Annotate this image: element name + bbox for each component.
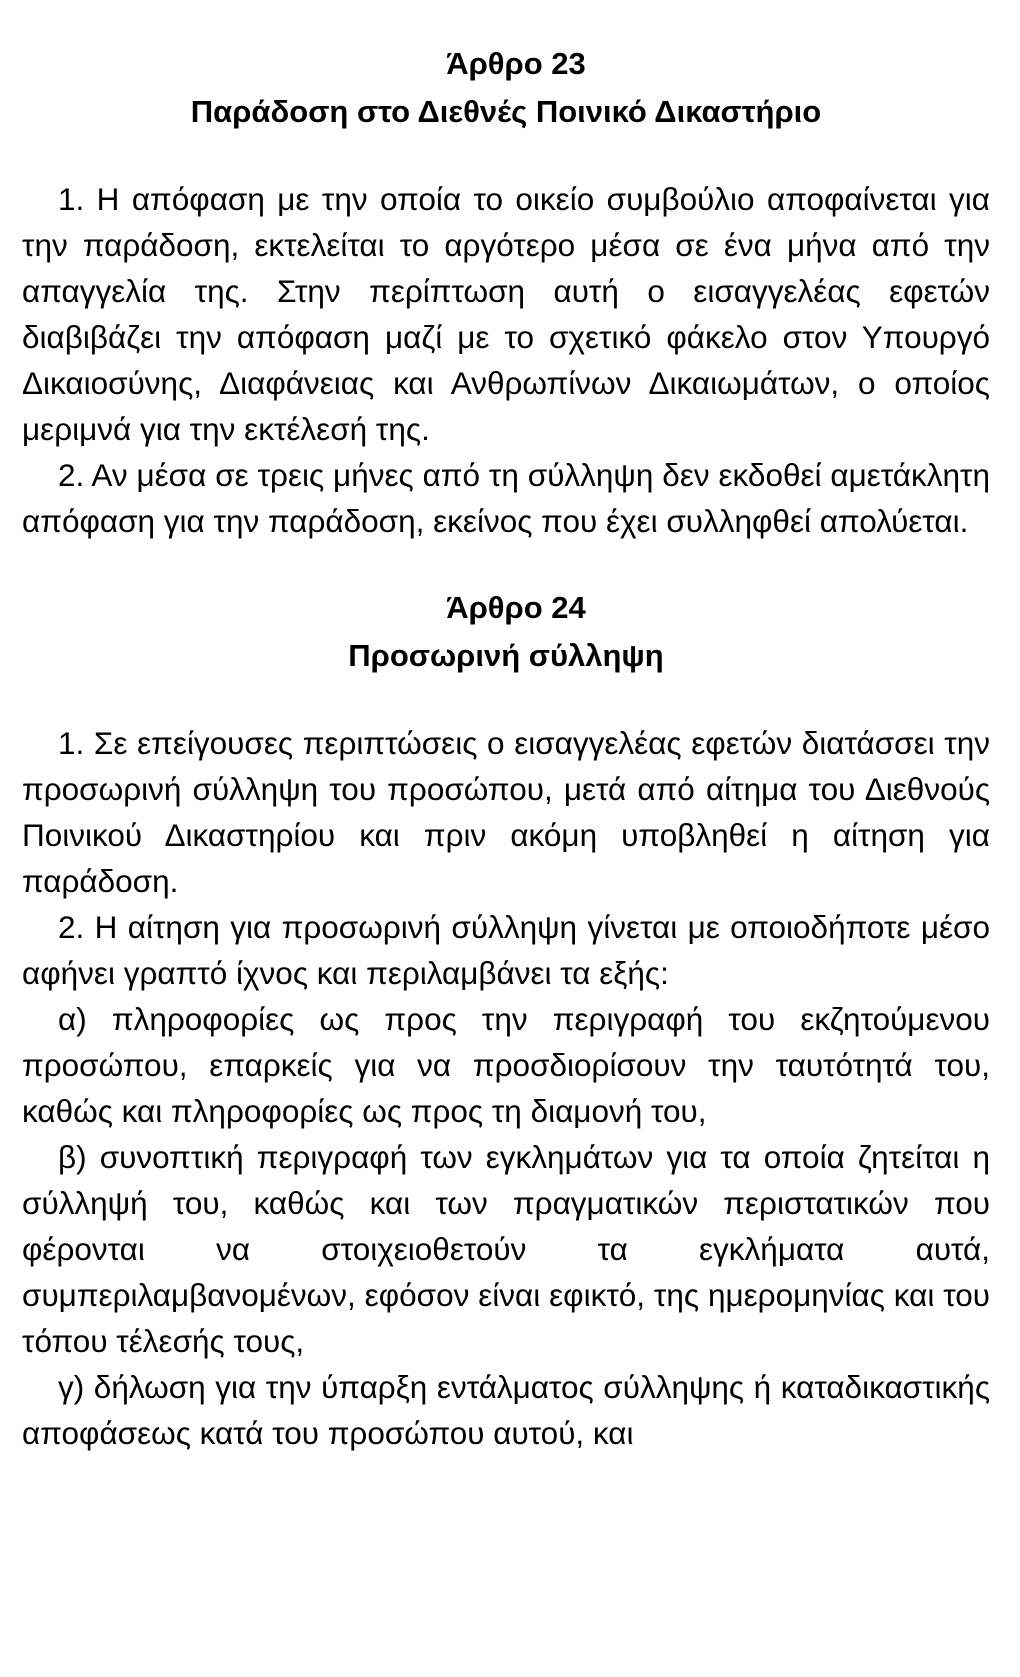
list-item: α) πληροφορίες ως προς την περιγραφή του εκζητούμενου προσώπου, επαρκείς για να προσδιορίσουν την ταυτότητά του, καθώς και πληροφορίες ως προς τη διαμονή του, bbox=[22, 1001, 990, 1129]
paragraph: 2. Η αίτηση για προσωρινή σύλληψη γίνεται με οποιοδήποτε μέσο αφήνει γραπτό ίχνος και περιλαμβάνει τα εξής: bbox=[22, 909, 990, 991]
paragraph: 2. Αν μέσα σε τρεις μήνες από τη σύλληψη δεν εκδοθεί αμετάκλητη απόφαση για την παράδοση, εκείνος που έχει συλληφθεί απολύεται. bbox=[22, 457, 990, 539]
paragraph: 1. Η απόφαση με την οποία το οικείο συμβούλιο αποφαίνεται για την παράδοση, εκτελείται το αργότερο μέσα σε ένα μήνα από την απαγγελία της. Στην περίπτωση αυτή ο εισαγγελέας εφετών διαβιβάζει την απόφαση μαζί με το σχετικό φάκελο στον Υπουργό Δικαιοσύνης, Διαφάνειας και Ανθρωπίνων Δικαιωμάτων, ο οποίος μεριμνά για την εκτέλεσή της. bbox=[22, 181, 990, 447]
list-item: γ) δήλωση για την ύπαρξη εντάλματος σύλληψης ή καταδικαστικής αποφάσεως κατά του προσώπου αυτού, και bbox=[22, 1369, 990, 1451]
article-title: Προσωρινή σύλληψη bbox=[348, 638, 664, 673]
article-number: Άρθρο 23 bbox=[446, 46, 586, 81]
article-24 bbox=[22, 584, 990, 1456]
article-title: Παράδοση στο Διεθνές Ποινικό Δικαστήριο bbox=[190, 94, 822, 129]
article-23 bbox=[22, 40, 990, 544]
list-item: β) συνοπτική περιγραφή των εγκλημάτων για τα οποία ζητείται η σύλληψή του, καθώς και των πραγματικών περιστατικών που φέρονται να στοιχειοθετούν τα εγκλήματα αυτά, συμπεριλαμβανομένων, εφόσον είναι εφικτό, της ημερομηνίας και του τόπου τέλεσής τους, bbox=[22, 1139, 990, 1359]
paragraph: 1. Σε επείγουσες περιπτώσεις ο εισαγγελέας εφετών διατάσσει την προσωρινή σύλληψη του προσώπου, μετά από αίτημα του Διεθνούς Ποινικού Δικαστηρίου και πριν ακόμη υποβληθεί η αίτηση για παράδοση. bbox=[22, 725, 990, 899]
article-number: Άρθρο 24 bbox=[446, 590, 586, 625]
